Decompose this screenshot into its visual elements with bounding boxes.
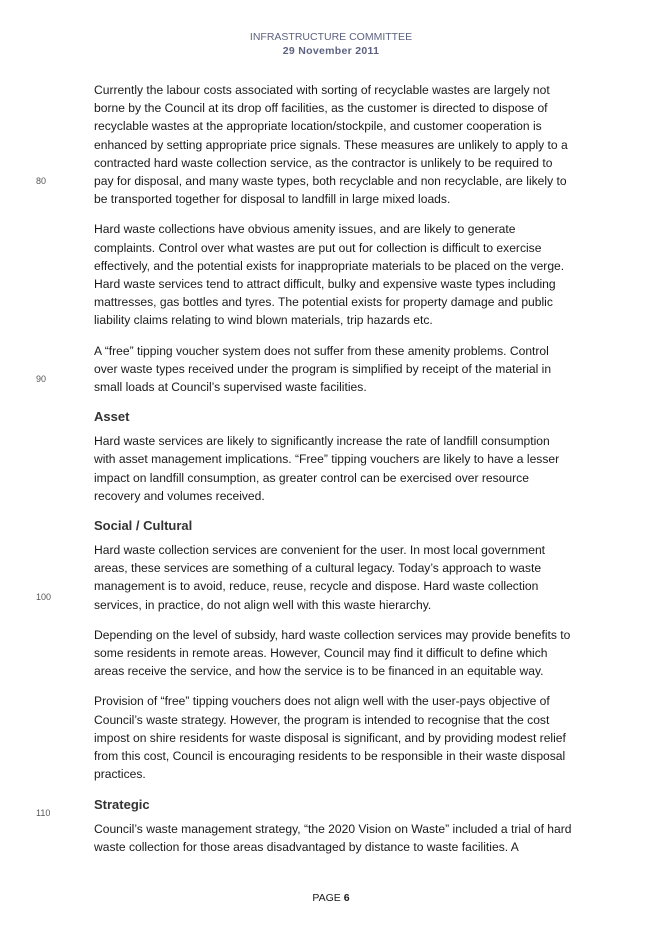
page-header: [0, 30, 662, 58]
paragraph-strategy: Council’s waste management strategy, “the 2020 Vision on Waste” included a trial of hard waste collection for those areas disadvantaged by distance to waste facilities. A: [94, 821, 572, 854]
paragraph-user-pays: Provision of “free” tipping vouchers does not align well with the user-pays objective of Council’s waste strategy. However, the program is intended to recognise that the cost impost on shire residents for waste disposal is significant, and by providing modest relief from this cost, Council is encouraging residents to be responsible in their waste disposal practices.: [94, 694, 566, 782]
paragraph-amenity-issues: Hard waste collections have obvious amenity issues, and are likely to generate complaints. Control over what wastes are put out for collection is difficult to exercise effectively, and the potential exists for inappropriate materials to be placed on the verge. Hard waste services tend to attract difficult, bulky and expensive waste types including mattresses, gas bottles and tyres. The potential exists for property damage and public liability claims relating to wind blown materials, trip hazards etc.: [94, 222, 565, 328]
line-number-100: 100: [36, 592, 52, 602]
page-body: [94, 81, 572, 868]
heading-asset: Asset: [94, 409, 130, 425]
page-label: PAGE: [312, 892, 341, 904]
page-number: 6: [343, 892, 350, 904]
paragraph-labour-costs: Currently the labour costs associated with sorting of recyclable wastes are largely not borne by the Council at its drop off facilities, as the customer is directed to dispose of recyclable wastes at the appropriate location/stockpile, and customer cooperation is enhanced by setting appropriate price signals. These measures are unlikely to apply to a contracted hard waste collection service, as the contractor is unlikely to be required to pay for disposal, and many waste types, both recyclable and non recyclable, are likely to be transported together for disposal to landfill in large mixed loads.: [94, 83, 568, 207]
paragraph-tipping-vouchers: A “free” tipping voucher system does not suffer from these amenity problems. Control over waste types received under the program is simplified by receipt of the material in small loads at Council’s supervised waste facilities.: [94, 343, 552, 395]
line-number-80: 80: [36, 176, 47, 186]
paragraph-asset: Hard waste services are likely to significantly increase the rate of landfill consumption with asset management implications. “Free” tipping vouchers are likely to have a lesser impact on landfill consumption, as greater control can be exercised over resource recovery and volumes received.: [94, 434, 560, 503]
page-footer: [0, 892, 662, 904]
committee-title: INFRASTRUCTURE COMMITTEE: [249, 31, 413, 43]
paragraph-subsidy: Depending on the level of subsidy, hard waste collection services may provide benefits to some residents in remote areas. However, Council may find it difficult to define which areas receive the service, and how the service is to be financed in an equitable way.: [94, 627, 571, 679]
paragraph-convenience: Hard waste collection services are convenient for the user. In most local government areas, these services are something of a cultural legacy. Today’s approach to waste management is to avoid, reduce, reuse, recycle and dispose. Hard waste collection services, in practice, do not align well with this waste hierarchy.: [94, 543, 546, 612]
heading-social-cultural: Social / Cultural: [94, 518, 193, 534]
meeting-date: 29 November 2011: [282, 45, 380, 57]
line-number-90: 90: [36, 374, 47, 384]
line-number-110: 110: [36, 808, 51, 818]
heading-strategic: Strategic: [94, 796, 150, 812]
